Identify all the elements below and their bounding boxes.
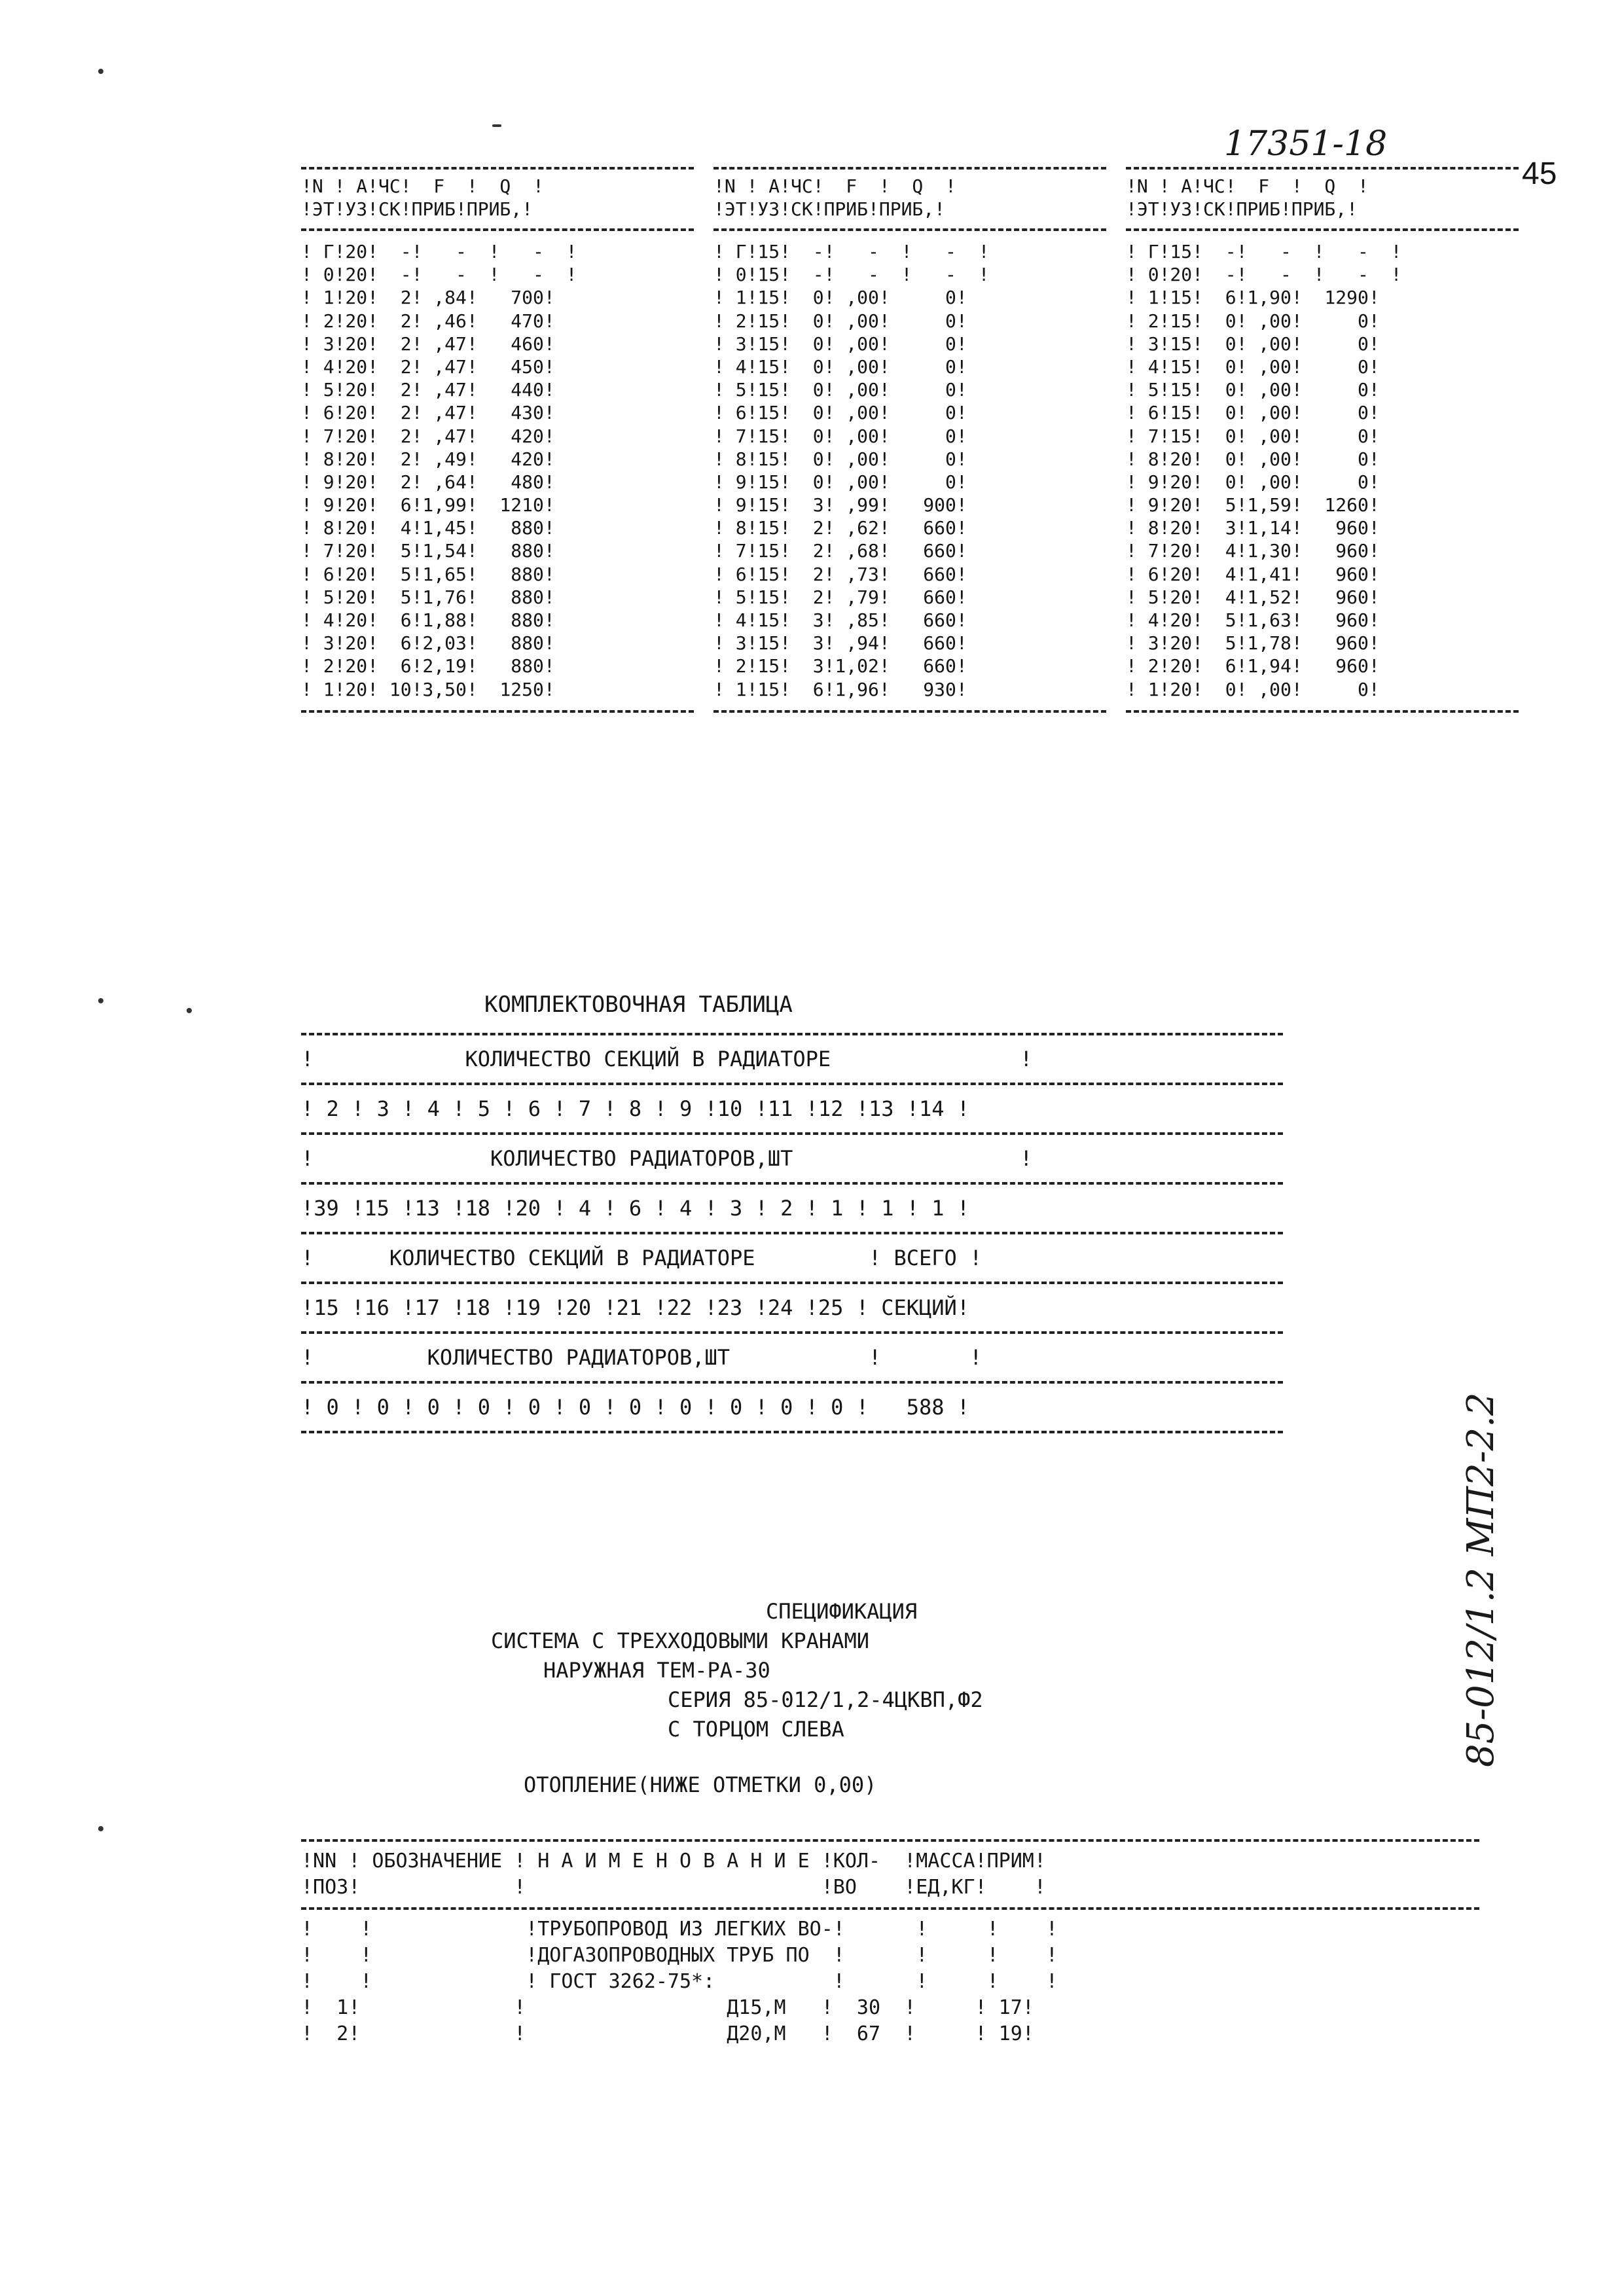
table-row: ! Г!15! -! - ! - ! — [1126, 241, 1402, 262]
table-row: ! 7!15! 0! ,00! 0! — [713, 425, 967, 447]
floor-table-3 — [1126, 167, 1519, 713]
table-row: ! 4!15! 0! ,00! 0! — [713, 355, 967, 378]
komplekt-line: ! КОЛИЧЕСТВО СЕКЦИЙ В РАДИАТОРЕ ! — [301, 1047, 1033, 1071]
divider — [301, 1431, 1283, 1433]
table-row: ! 4!20! 5!1,63! 960! — [1126, 609, 1380, 631]
table-row: ! 7!20! 2! ,47! 420! — [301, 425, 555, 447]
divider — [301, 228, 694, 231]
table-row: ! 9!20! 5!1,59! 1260! — [1126, 494, 1380, 516]
komplekt-table — [301, 1033, 1283, 1433]
table-row: ! 9!20! 2! ,64! 480! — [301, 471, 555, 493]
divider — [1126, 228, 1519, 231]
table-row: ! 2!15! 0! ,00! 0! — [1126, 310, 1380, 332]
table-row: ! 3!20! 2! ,47! 460! — [301, 332, 555, 355]
table-row: ! 5!15! 2! ,79! 660! — [713, 586, 967, 608]
divider — [301, 710, 694, 713]
table-row: ! 8!20! 2! ,49! 420! — [301, 448, 555, 470]
table-row: ! 4!15! 0! ,00! 0! — [1126, 355, 1380, 378]
divider — [1126, 167, 1519, 170]
divider — [301, 1839, 1479, 1842]
table-row: ! 1!15! 0! ,00! 0! — [713, 287, 967, 309]
table-row: ! 7!15! 0! ,00! 0! — [1126, 425, 1380, 447]
spec-line-1: СИСТЕМА С ТРЕХХОДОВЫМИ КРАНАМИ — [491, 1628, 869, 1653]
table-row: ! ! ! ГОСТ 3262-75*: ! ! ! ! — [301, 1970, 1058, 1993]
table-row: ! 9!15! 0! ,00! 0! — [713, 471, 967, 493]
scan-speck — [492, 124, 501, 127]
table-row: ! 5!20! 4!1,52! 960! — [1126, 586, 1380, 608]
side-code: 85-012/1.2 МП2-2.2 — [1460, 1392, 1502, 1767]
spec-line-3: СЕРИЯ 85-012/1,2-4ЦКВП,Ф2 — [668, 1687, 983, 1712]
table-row: ! 2!20! 6!2,19! 880! — [301, 655, 555, 677]
table-row: ! 2!20! 6!1,94! 960! — [1126, 655, 1380, 677]
table-row: ! 5!15! 0! ,00! 0! — [713, 379, 967, 401]
komplekt-line: !39 !15 !13 !18 !20 ! 4 ! 6 ! 4 ! 3 ! 2 ! 1 ! 1 ! 1 ! — [301, 1196, 970, 1221]
komplekt-title: КОМПЛЕКТОВОЧНАЯ ТАБЛИЦА — [484, 992, 793, 1018]
table-row: ! 8!20! 4!1,45! 880! — [301, 517, 555, 539]
spec-title: СПЕЦИФИКАЦИЯ — [766, 1599, 918, 1624]
divider — [301, 1907, 1479, 1910]
table-header — [1126, 175, 1519, 221]
scan-speck — [187, 1008, 192, 1013]
table-row: ! 5!20! 2! ,47! 440! — [301, 379, 555, 401]
divider — [713, 167, 1106, 170]
table-row: ! 0!20! -! - ! - ! — [301, 264, 577, 286]
table-row: ! 3!15! 3! ,94! 660! — [713, 632, 967, 655]
table-row: ! 4!15! 3! ,85! 660! — [713, 609, 967, 631]
spec-header-line: !NN ! ОБОЗНАЧЕНИЕ ! Н А И М Е Н О В А Н И Е !КОЛ- !МАССА!ПРИМ! — [301, 1850, 1046, 1873]
table-row: ! 1!15! 6!1,96! 930! — [713, 678, 967, 700]
table-row: ! ! !ДОГАЗОПРОВОДНЫХ ТРУБ ПО ! ! ! ! — [301, 1944, 1058, 1967]
header-line: !N ! А!ЧС! F ! Q ! — [301, 175, 544, 197]
table-header — [713, 175, 1106, 221]
table-row: ! 6!15! 2! ,73! 660! — [713, 563, 967, 585]
scan-speck — [98, 998, 103, 1003]
document-number: 17351-18 — [1224, 124, 1388, 164]
table-row: ! 9!20! 0! ,00! 0! — [1126, 471, 1380, 493]
table-row: ! 3!15! 0! ,00! 0! — [1126, 332, 1380, 355]
table-row: ! 6!15! 0! ,00! 0! — [1126, 402, 1380, 424]
table-row: ! 8!20! 0! ,00! 0! — [1126, 448, 1380, 470]
table-row: ! 6!20! 2! ,47! 430! — [301, 402, 555, 424]
komplekt-line: ! 2 ! 3 ! 4 ! 5 ! 6 ! 7 ! 8 ! 9 !10 !11 !12 !13 !14 ! — [301, 1096, 970, 1121]
table-row: ! 5!15! 0! ,00! 0! — [1126, 379, 1380, 401]
spec-table — [301, 1839, 1479, 2047]
table-row: ! 5!20! 5!1,76! 880! — [301, 586, 555, 608]
table-row: ! 2!15! 3!1,02! 660! — [713, 655, 967, 677]
table-row: ! 3!15! 0! ,00! 0! — [713, 332, 967, 355]
table-row: ! 1! ! Д15,М ! 30 ! ! 17! — [301, 1996, 1034, 2019]
table-row: ! 1!20! 2! ,84! 700! — [301, 287, 555, 309]
divider — [713, 710, 1106, 713]
table-row: ! 7!20! 4!1,30! 960! — [1126, 540, 1380, 562]
header-line: !N ! А!ЧС! F ! Q ! — [713, 175, 956, 197]
table-row: ! 1!15! 6!1,90! 1290! — [1126, 287, 1380, 309]
table-row: ! 8!20! 3!1,14! 960! — [1126, 517, 1380, 539]
table-row: ! 9!20! 6!1,99! 1210! — [301, 494, 555, 516]
header-line: !ЭТ!УЗ!СК!ПРИБ!ПРИБ,! — [713, 198, 946, 220]
table-row: ! 6!20! 5!1,65! 880! — [301, 563, 555, 585]
komplekt-line: !15 !16 !17 !18 !19 !20 !21 !22 !23 !24 !25 ! СЕКЦИЙ! — [301, 1295, 970, 1320]
table-row: ! 8!15! 2! ,62! 660! — [713, 517, 967, 539]
divider — [1126, 710, 1519, 713]
table-row: ! 2!20! 2! ,46! 470! — [301, 310, 555, 332]
spec-header-line: !ПОЗ! ! !ВО !ЕД,КГ! ! — [301, 1876, 1046, 1899]
komplekt-line: ! КОЛИЧЕСТВО РАДИАТОРОВ,ШТ ! ! — [301, 1345, 983, 1370]
table-row: ! Г!15! -! - ! - ! — [713, 241, 990, 262]
table-row: ! 8!15! 0! ,00! 0! — [713, 448, 967, 470]
table-row: ! ! !ТРУБОПРОВОД ИЗ ЛЕГКИХ ВО-! ! ! ! — [301, 1918, 1058, 1941]
scan-speck — [98, 69, 103, 74]
table-row: ! 9!15! 3! ,99! 900! — [713, 494, 967, 516]
table-row: ! 1!20! 0! ,00! 0! — [1126, 678, 1380, 700]
komplekt-line: ! КОЛИЧЕСТВО СЕКЦИЙ В РАДИАТОРЕ ! ВСЕГО ! — [301, 1246, 983, 1270]
table-row: ! 3!20! 5!1,78! 960! — [1126, 632, 1380, 655]
komplekt-line: ! 0 ! 0 ! 0 ! 0 ! 0 ! 0 ! 0 ! 0 ! 0 ! 0 ! 0 ! 588 ! — [301, 1395, 970, 1420]
divider — [713, 228, 1106, 231]
table-row: ! 1!20! 10!3,50! 1250! — [301, 678, 555, 700]
divider — [301, 167, 694, 170]
table-row: ! 3!20! 6!2,03! 880! — [301, 632, 555, 655]
floor-table-1 — [301, 167, 694, 713]
table-row: ! 4!20! 6!1,88! 880! — [301, 609, 555, 631]
table-row: ! 4!20! 2! ,47! 450! — [301, 355, 555, 378]
table-row: ! 2! ! Д20,М ! 67 ! ! 19! — [301, 2022, 1034, 2045]
table-row: ! 2!15! 0! ,00! 0! — [713, 310, 967, 332]
table-row: ! 6!15! 0! ,00! 0! — [713, 402, 967, 424]
table-header — [301, 175, 694, 221]
header-line: !ЭТ!УЗ!СК!ПРИБ!ПРИБ,! — [301, 198, 533, 220]
komplekt-line: ! КОЛИЧЕСТВО РАДИАТОРОВ,ШТ ! — [301, 1146, 1033, 1171]
table-row: ! 0!15! -! - ! - ! — [713, 264, 990, 286]
header-line: !N ! А!ЧС! F ! Q ! — [1126, 175, 1369, 197]
table-row: ! 7!20! 5!1,54! 880! — [301, 540, 555, 562]
page-number: 45 — [1522, 156, 1557, 191]
spec-line-4: С ТОРЦОМ СЛЕВА — [668, 1717, 844, 1742]
spec-line-5: ОТОПЛЕНИЕ(НИЖЕ ОТМЕТКИ 0,00) — [524, 1772, 877, 1797]
floor-table-2 — [713, 167, 1106, 713]
table-row: ! 0!20! -! - ! - ! — [1126, 264, 1402, 286]
table-row: ! 7!15! 2! ,68! 660! — [713, 540, 967, 562]
table-row: ! 6!20! 4!1,41! 960! — [1126, 563, 1380, 585]
header-line: !ЭТ!УЗ!СК!ПРИБ!ПРИБ,! — [1126, 198, 1358, 220]
scan-speck — [98, 1826, 103, 1831]
table-row: ! Г!20! -! - ! - ! — [301, 241, 577, 262]
spec-line-2: НАРУЖНАЯ ТЕМ-РА-30 — [543, 1658, 770, 1683]
